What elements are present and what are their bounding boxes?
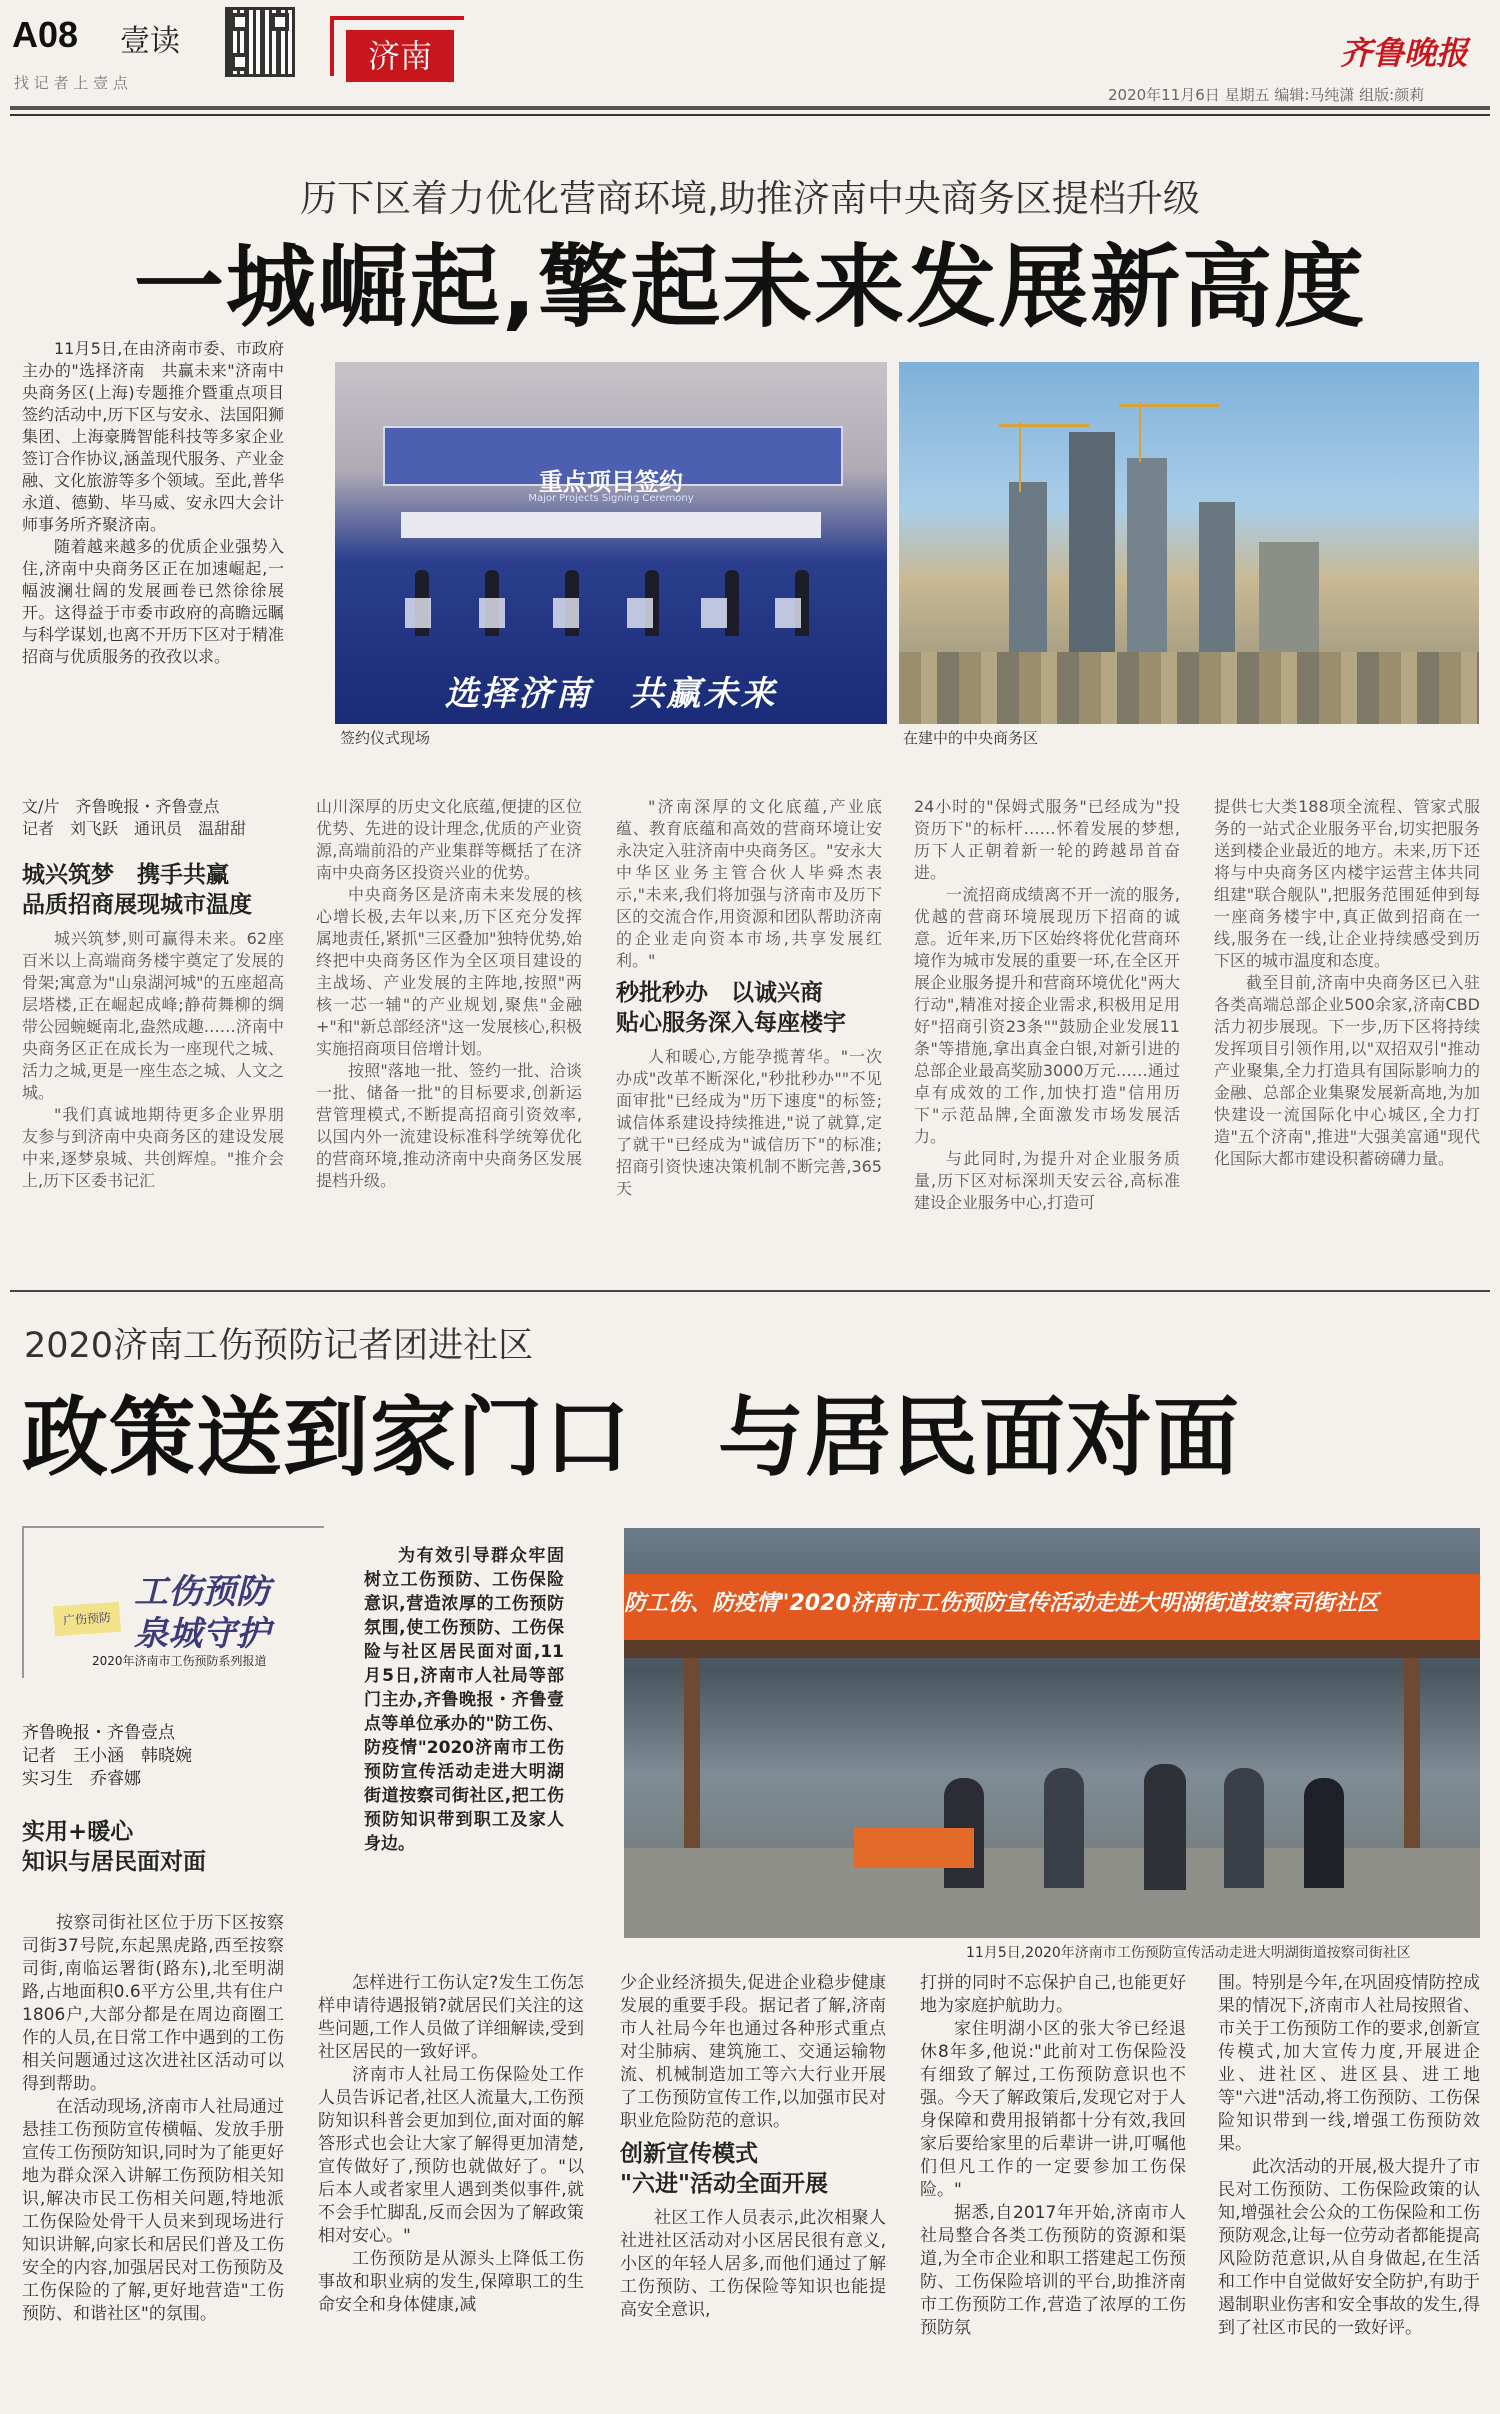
intro-paragraph: 为有效引导群众牢固树立工伤预防、工伤保险意识,营造浓厚的工伤预防氛围,使工伤预防、工伤保险与社区居民面对面,11月5日,济南市人社局等部门主办,齐鲁晚报・齐鲁壹点等单位承办的"防工伤、防疫情"2020济南市工伤预防宣传活动走进大明湖街道按察司街社区,把工伤预防知识带到职工及家人身边。 bbox=[364, 1546, 564, 1854]
paragraph: 24小时的"保姆式服务"已经成为"投资历下"的标杆……怀着发展的梦想,历下人正朝着新一轮的跨越昂首奋进。 bbox=[914, 797, 1180, 882]
paragraph: 山川深厚的历史文化底蕴,便捷的区位优势、先进的设计理念,优质的产业资源,高端前沿的产业集群等概括了在济南中央商务区投资兴业的优势。 bbox=[316, 797, 582, 882]
story1-column-3 bbox=[616, 796, 882, 1200]
event-banner: 防工伤、防疫情"2020济南市工伤预防宣传活动走进大明湖街道按察司街社区 bbox=[624, 1591, 1379, 1616]
paragraph: 一流招商成绩离不开一流的服务,优越的营商环境展现历下招商的诚意。近年来,历下区始终将优化营商环境作为城市发展的重要一环,在全区开展企业服务提升和营商环境优化"两大行动",精准对接企业需求,积极用足用好"招商引资23条""鼓励企业发展11条"等措施,拿出真金白银,对新引进的总部企业最高奖励3000万元……通过卓有成效的工作,加快打造"信用历下"示范品牌,全面激发市场发展活力。 bbox=[914, 885, 1180, 1146]
subheading-1: 城兴筑梦 携手共赢 品质招商展现城市温度 bbox=[22, 862, 252, 918]
story1-column-2 bbox=[316, 796, 582, 1192]
paragraph: 围。特别是今年,在巩固疫情防控成果的情况下,济南市人社局按照省、市关于工伤预防工作的要求,创新宣传模式,加大宣传力度,开展进企业、进社区、进区县、进工地等"六进"活动,将工伤预防、工伤保险知识带到一线,增强工伤预防效果。 bbox=[1218, 1973, 1480, 2154]
logo-footer: 2020年济南市工伤预防系列报道 bbox=[92, 1654, 267, 1668]
paragraph: 怎样进行工伤认定?发生工伤怎样申请待遇报销?就居民们关注的这些问题,工作人员做了详细解读,受到社区居民的一致好评。 bbox=[318, 1973, 584, 2062]
paragraph: "我们真诚地期待更多企业界朋友参与到济南中央商务区的建设发展中来,逐梦泉城、共创辉煌。"推介会上,历下区委书记汇 bbox=[22, 1105, 284, 1190]
city-tab[interactable]: 济南 bbox=[346, 30, 454, 82]
paragraph: 截至目前,济南中央商务区已入驻各类高端总部企业500余家,济南CBD活力初步展现。下一步,历下区将持续发挥项目引领作用,以"双招双引"推动产业聚集,全力打造具有国际影响力的金融、总部企业集聚发展新高地,为加快建设一流国际化中心城区,全力打造"五个济南",推进"大强美富通"现代化国际大都市建设积蓄磅礴力量。 bbox=[1214, 973, 1480, 1168]
community-event-photo bbox=[624, 1528, 1480, 1938]
section-divider bbox=[10, 1290, 1490, 1292]
story2-intro bbox=[364, 1544, 564, 1856]
paragraph: 据悉,自2017年开始,济南市人社局整合各类工伤预防的资源和渠道,为全市企业和职工搭建起工伤预防、工伤保险培训的平台,助推济南市工伤预防工作,营造了浓厚的工伤预防氛 bbox=[920, 2203, 1186, 2338]
paragraph: 社区工作人员表示,此次相聚人社进社区活动对小区居民很有意义,小区的年轻人居多,而他们通过了解工伤预防、工伤保险等知识也能提高安全意识, bbox=[620, 2208, 886, 2320]
paragraph: 按照"落地一批、签约一批、洽谈一批、储备一批"的目标要求,创新运营管理模式,不断提高招商引资效率,以国内外一流建设标准科学统筹优化的营商环境,推动济南中央商务区发展提档升级。 bbox=[316, 1061, 582, 1190]
masthead-subtitle: 找 记 者 上 壹 点 bbox=[14, 74, 128, 92]
logo-title-2: 泉城守护 bbox=[134, 1614, 270, 1654]
story2-column-5 bbox=[1218, 1972, 1480, 2340]
ceremony-banner: 重点项目签约 bbox=[539, 468, 683, 496]
signing-ceremony-photo bbox=[335, 362, 887, 724]
paragraph: 工伤预防是从源头上降低工伤事故和职业病的发生,保障职工的生命安全和身体健康,减 bbox=[318, 2249, 584, 2315]
qr-code-icon[interactable] bbox=[228, 10, 292, 74]
paragraph: "济南深厚的文化底蕴,产业底蕴、教育底蕴和高效的营商环境让安永决定入驻济南中央商务区。"安永大中华区业务主管合伙人毕舜杰表示,"未来,我们将加强与济南市及历下区的交流合作,用资源和团队帮助济南的企业走向资本市场,共享发展红利。" bbox=[616, 797, 882, 970]
subheading-1: 实用+暖心 知识与居民面对面 bbox=[22, 1819, 206, 1875]
paragraph: 人和暖心,方能孕揽菁华。"一次办成"改革不断深化,"秒批秒办""不见面审批"已经成为"历下速度"的标签;诚信体系建设持续推进,"说了就算,定了就干"已经成为"诚信历下"的标准;招商引资快速决策机制不断完善,365天 bbox=[616, 1047, 882, 1198]
paragraph: 城兴筑梦,则可赢得未来。62座百米以上高端商务楼宇奠定了发展的骨架;寓意为"山泉湖河城"的五座超高层塔楼,正在崛起成峰;静荷舞柳的绸带公园蜿蜒南北,盎然成趣……济南中央商务区正在成长为一座现代之城、活力之城,更是一座生态之城、人文之城。 bbox=[22, 929, 284, 1102]
paragraph: 少企业经济损失,促进企业稳步健康发展的重要手段。据记者了解,济南市人社局今年也通过各种形式重点对尘肺病、建筑施工、交通运输物流、机械制造加工等六大行业开展了工伤预防宣传工作,以加强市民对职业危险防范的意识。 bbox=[620, 1973, 886, 2131]
lead-paragraph-2: 随着越来越多的优质企业强势入住,济南中央商务区正在加速崛起,一幅波澜壮阔的发展画卷已然徐徐展开。这得益于市委市政府的高瞻远瞩与科学谋划,也离不开历下区对于精准招商与优质服务的孜孜以求。 bbox=[22, 537, 284, 666]
section-name: 壹读 bbox=[120, 24, 180, 59]
paragraph: 在活动现场,济南市人社局通过悬挂工伤预防宣传横幅、发放手册宣传工伤预防知识,同时为了能更好地为群众深入讲解工伤预防相关知识,解决市民工伤相关问题,特地派工伤保险处骨干人员来到现场进行知识讲解,向家长和居民们普及工伤安全的内容,加强居民对工伤预防及工伤保险的了解,更好地营造"工伤预防、和谐社区"的氛围。 bbox=[22, 2097, 284, 2324]
story1-column-4 bbox=[914, 796, 1180, 1214]
logo-title-1: 工伤预防 bbox=[134, 1572, 270, 1612]
date-line: 2020年11月6日 星期五 编辑:马纯潇 组版:颜莉 bbox=[1108, 86, 1425, 104]
ceremony-banner-en: Major Projects Signing Ceremony bbox=[528, 493, 694, 504]
story2-kicker: 2020济南工伤预防记者团进社区 bbox=[24, 1326, 534, 1366]
paragraph: 中央商务区是济南未来发展的核心增长极,去年以来,历下区充分发挥属地责任,紧抓"三区叠加"独特优势,始终把中央商务区作为全区项目建设的主战场、产业发展的主阵地,按照"两核一芯一辅"的产业规划,聚焦"金融+"和"新总部经济"这一发展核心,积极实施招商项目倍增计划。 bbox=[316, 885, 582, 1058]
paragraph: 提供七大类188项全流程、管家式服务的一站式企业服务平台,切实把服务送到楼企业最近的地方。未来,历下还将与中央商务区内楼宇运营主体共同组建"联合舰队",把服务范围延伸到每一座商务楼宇中,真正做到招商在一线,服务在一线,让企业持续感受到历下区的城市温度和态度。 bbox=[1214, 797, 1480, 970]
subheading-2: 秒批秒办 以诚兴商 贴心服务深入每座楼宇 bbox=[616, 980, 846, 1036]
ceremony-slogan: 选择济南 共赢未来 bbox=[444, 674, 778, 714]
paragraph: 与此同时,为提升对企业服务质量,历下区对标深圳天安云谷,高标准建设企业服务中心,打造可 bbox=[914, 1149, 1180, 1212]
story2-headline: 政策送到家门口 与居民面对面 bbox=[22, 1388, 1240, 1488]
page-number: A08 bbox=[12, 14, 79, 55]
paragraph: 济南市人社局工伤保险处工作人员告诉记者,社区人流量大,工伤预防知识科普会更加到位,面对面的解答形式也会让大家了解得更加清楚,宣传做好了,预防也就做好了。"以后本人或者家里人遇到类似事件,就不会手忙脚乱,反而会因为了解政策相对安心。" bbox=[318, 2065, 584, 2246]
photo1-caption: 签约仪式现场 bbox=[340, 729, 431, 747]
photo2-caption: 在建中的中央商务区 bbox=[903, 729, 1039, 747]
campaign-logo bbox=[22, 1526, 324, 1678]
masthead-rule bbox=[10, 106, 1490, 110]
story1-headline: 一城崛起,擎起未来发展新高度 bbox=[133, 235, 1367, 340]
byline-line-1: 齐鲁晚报・齐鲁壹点 bbox=[22, 1723, 175, 1743]
photo3-caption: 11月5日,2020年济南市工伤预防宣传活动走进大明湖街道按察司街社区 bbox=[966, 1945, 1411, 1961]
byline-line-3: 实习生 乔睿娜 bbox=[22, 1769, 141, 1789]
brand-logo: 齐鲁晚报 bbox=[1340, 34, 1469, 72]
story1-column-5 bbox=[1214, 796, 1480, 1170]
construction-site-photo bbox=[899, 362, 1479, 724]
lead-paragraph: 11月5日,在由济南市委、市政府主办的"选择济南 共赢未来"济南中央商务区(上海)专题推介暨重点项目签约活动中,历下区与安永、法国阳狮集团、上海豪腾智能科技等多家企业签订合作协议,涵盖现代服务、产业金融、文化旅游等多个领域。至此,普华永道、德勤、毕马威、安永四大会计师事务所齐聚济南。 bbox=[22, 339, 284, 534]
story2-byline bbox=[22, 1722, 302, 1885]
story2-column-3 bbox=[620, 1972, 886, 2322]
subheading-2: 创新宣传模式 "六进"活动全面开展 bbox=[620, 2141, 828, 2197]
byline-line-1: 文/片 齐鲁晚报・齐鲁壹点 bbox=[22, 797, 220, 816]
story1-kicker: 历下区着力优化营商环境,助推济南中央商务区提档升级 bbox=[300, 177, 1200, 220]
paragraph: 按察司街社区位于历下区按察司街37号院,东起黑虎路,西至按察司街,南临运署街(路东),北至明湖路,占地面积0.6平方公里,共有住户1806户,大部分都是在周边商圈工作的人员,在日常工作中遇到的工伤相关问题通过这次进社区活动可以得到帮助。 bbox=[22, 1913, 284, 2094]
story2-column-1 bbox=[22, 1912, 284, 2326]
story1-lead bbox=[22, 338, 284, 668]
story2-column-4 bbox=[920, 1972, 1186, 2340]
logo-seal: 广伤预防 bbox=[53, 1602, 121, 1637]
masthead-rule-thin bbox=[10, 114, 1490, 116]
paragraph: 家住明湖小区的张大爷已经退休8年多,他说:"此前对工伤保险没有细致了解过,工伤预防意识也不强。今天了解政策后,发现它对于人身保障和费用报销都十分有效,我回家后要给家里的后辈讲一讲,叮嘱他们但凡工作的一定要参加工伤保险。" bbox=[920, 2019, 1186, 2200]
byline-line-2: 记者 王小涵 韩晓婉 bbox=[22, 1746, 192, 1766]
story2-column-2 bbox=[318, 1972, 584, 2317]
paragraph: 打拼的同时不忘保护自己,也能更好地为家庭护航助力。 bbox=[920, 1973, 1186, 2016]
byline-line-2: 记者 刘飞跃 通讯员 温甜甜 bbox=[22, 819, 247, 838]
story1-column-1 bbox=[22, 796, 284, 1192]
paragraph: 此次活动的开展,极大提升了市民对工伤预防、工伤保险政策的认知,增强社会公众的工伤保险和工伤预防观念,让每一位劳动者都能提高风险防范意识,从自身做起,在生活和工作中自觉做好安全防护,有助于遏制职业伤害和安全事故的发生,得到了社区市民的一致好评。 bbox=[1218, 2157, 1480, 2338]
